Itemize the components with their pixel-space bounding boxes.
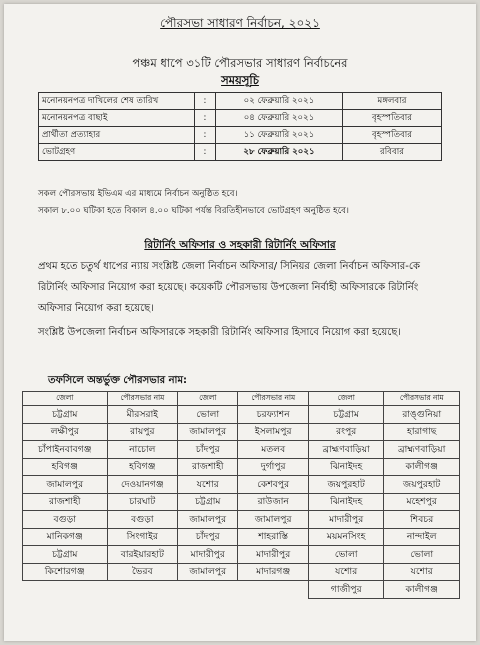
district-cell: চাঁদপুর [178,441,238,459]
municipality-cell: মতলব [238,441,309,459]
municipality-cell: রাঙ্গুনিয়া [384,406,460,424]
document-title: পৌরসভা সাধারণ নির্বাচন, ২০২১ [160,16,320,30]
district-cell: কিশোরগঞ্জ [23,563,108,581]
municipality-cell: নান্দাইল [384,528,460,546]
municipality-cell: মাদারীপুর [238,546,309,564]
schedule-date: ১১ ফেব্রুয়ারি ২০২১ [216,127,343,144]
table-row [23,493,460,511]
header-district: জেলা [178,392,238,406]
municipality-cell: বগুড়া [107,511,178,529]
schedule-subtitle: পঞ্চম ধাপে ৩১টি পৌরসভার সাধারণ নির্বাচনের [132,56,348,70]
municipality-cell: নাচোল [107,441,178,459]
district-cell: চট্টগ্রাম [178,493,238,511]
table-row [23,563,460,581]
municipality-cell [107,581,178,599]
schedule-day: রবিবার [343,144,442,161]
district-cell: মাদারীপুর [308,511,384,529]
header-municipality: পৌরসভার নাম [384,392,460,406]
schedule-date: ২৮ ফেব্রুয়ারি ২০২১ [216,144,343,161]
district-cell: চট্টগ্রাম [308,406,384,424]
district-cell: যশোর [178,476,238,494]
note-evm: সকল পৌরসভায় ইভিএম এর মাধ্যমে নির্বাচন অনুষ্ঠিত হবে। [38,189,238,199]
municipality-cell: ইসলামপুর [238,423,309,441]
schedule-day: মঙ্গলবার [343,93,442,110]
municipality-cell: যশোর [384,563,460,581]
district-cell [178,581,238,599]
municipality-cell: কালীগঞ্জ [384,458,460,476]
municipality-table [22,391,460,599]
schedule-separator: : [195,110,216,127]
municipality-cell: সিংগাইর [107,528,178,546]
schedule-label: মনোনয়নপত্র বাছাই [39,110,195,127]
district-cell: চট্টগ্রাম [23,546,108,564]
schedule-day: বৃহস্পতিবার [343,127,442,144]
municipality-cell: ভৈরব [107,563,178,581]
district-cell: রংপুর [308,423,384,441]
schedule-label: ভোটগ্রহণ [39,144,195,161]
district-cell: মাদারীপুর [178,546,238,564]
district-cell: ঝিনাইদহ [308,493,384,511]
district-cell: ঝিনাইদহ [308,458,384,476]
municipality-cell: জামালপুর [238,511,309,529]
municipality-cell: রায়পুর [107,423,178,441]
paragraph-assistant-officer: সংশ্লিষ্ট উপজেলা নির্বাচন অফিসারকে সহকারী রিটার্নিং অফিসার হিসাবে নিয়োগ করা হয়েছে। [38,327,401,338]
table-row [23,441,460,459]
schedule-row [39,110,442,127]
municipality-cell: দুর্গাপুর [238,458,309,476]
schedule-label: প্রার্থীতা প্রত্যাহার [39,127,195,144]
municipality-cell: ভোলা [384,546,460,564]
header-municipality: পৌরসভার নাম [238,392,309,406]
table-row [23,423,460,441]
district-cell: রাজশাহী [178,458,238,476]
district-cell: জামালপুর [178,423,238,441]
table-row [23,476,460,494]
district-cell: মানিকগঞ্জ [23,528,108,546]
schedule-separator: : [195,144,216,161]
header-district: জেলা [308,392,384,406]
district-cell [23,581,108,599]
note-voting-time: সকাল ৮.০০ ঘটিকা হতে বিকাল ৪.০০ ঘটিকা পর্যন্ত বিরতিহীনভাবে ভোটগ্রহণ অনুষ্ঠিত হবে। [38,206,350,216]
municipality-cell: হারাগাছ [384,423,460,441]
district-cell: হবিগঞ্জ [23,458,108,476]
municipality-cell: মহেশপুর [384,493,460,511]
district-cell: চট্টগ্রাম [23,406,108,424]
district-cell: জয়পুরহাট [308,476,384,494]
municipality-cell: দেওয়ানগঞ্জ [107,476,178,494]
municipality-cell: কালীগঞ্জ [384,581,460,599]
schedule-separator: : [195,93,216,110]
document-page [4,4,476,641]
municipality-cell: জয়পুরহাট [384,476,460,494]
schedule-row [39,127,442,144]
schedule-date: ০২ ফেব্রুয়ারি ২০২১ [216,93,343,110]
municipality-cell: কেশবপুর [238,476,309,494]
district-cell: লক্ষীপুর [23,423,108,441]
district-cell: বগুড়া [23,511,108,529]
paragraph-returning-officer: প্রথম হতে চতুর্থ ধাপের ন্যায় সংশ্লিষ্ট জেলা নির্বাচন অফিসার/ সিনিয়র জেলা নির্বাচন অফিসার-কে রিটার্নিং অফিসার নিয়োগ করা হয়েছে। কয়েকটি পৌরসভায় উপজেলা নির্বাহী অফিসারকে রিটার্নিং অফিসার নিয়োগ করা হয়েছে। [38,261,420,314]
table-row [23,406,460,424]
district-cell: রাজশাহী [23,493,108,511]
district-cell: জামালপুর [178,563,238,581]
municipality-cell: শিবচর [384,511,460,529]
schedule-separator: : [195,127,216,144]
district-cell: জামালপুর [23,476,108,494]
municipality-cell: চারঘাট [107,493,178,511]
municipality-cell: মীরসরাই [107,406,178,424]
table-header-row [23,392,460,406]
municipality-cell: চরফ্যাশন [238,406,309,424]
schedule-table [38,92,442,161]
table-row [23,581,460,599]
municipality-cell: মাদারগঞ্জ [238,563,309,581]
district-cell: ময়মনসিংহ [308,528,384,546]
municipality-cell: রাউজান [238,493,309,511]
schedule-heading: সময়সূচি [221,73,259,87]
district-cell: চাঁদপুর [178,528,238,546]
district-cell: জামালপুর [178,511,238,529]
district-cell: ভোলা [308,546,384,564]
schedule-day: বৃহস্পতিবার [343,110,442,127]
municipality-cell: বারইয়ারহাট [107,546,178,564]
municipality-cell: হবিগঞ্জ [107,458,178,476]
municipality-cell: ব্রাহ্মণবাড়িয়া [384,441,460,459]
schedule-row [39,93,442,110]
district-cell: ভোলা [178,406,238,424]
table-row [23,458,460,476]
municipality-table-label: তফসিলে অন্তর্ভুক্ত পৌরসভার নাম: [48,375,187,386]
header-municipality: পৌরসভার নাম [107,392,178,406]
district-cell: যশোর [308,563,384,581]
table-row [23,511,460,529]
schedule-label: মনোনয়নপত্র দাখিলের শেষ তারিখ [39,93,195,110]
table-row [23,528,460,546]
header-district: জেলা [23,392,108,406]
schedule-date: ০৪ ফেব্রুয়ারি ২০২১ [216,110,343,127]
municipality-cell: শাহরাস্তি [238,528,309,546]
returning-officer-heading: রিটার্নিং অফিসার ও সহকারী রিটার্নিং অফিসার [144,239,336,251]
district-cell: গাজীপুর [308,581,384,599]
municipality-cell [238,581,309,599]
table-row [23,546,460,564]
district-cell: চাঁপাইনবাবগঞ্জ [23,441,108,459]
schedule-row [39,144,442,161]
district-cell: ব্রাহ্মণবাড়িয়া [308,441,384,459]
